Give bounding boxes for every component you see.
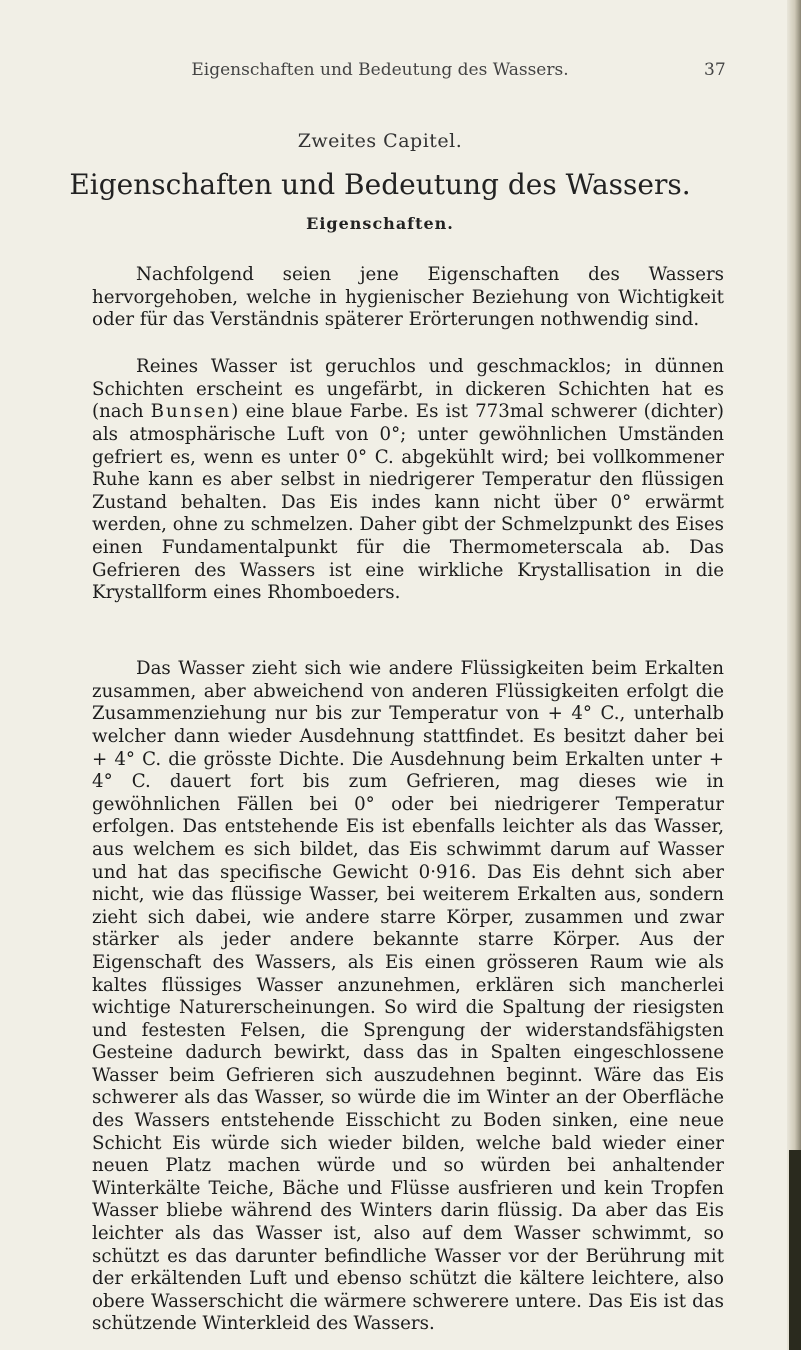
chapter-title: Eigenschaften und Bedeutung des Wassers. (69, 168, 691, 201)
page-number: 37 (704, 60, 726, 80)
paragraph-2-text-end: ) eine blaue Farbe. Es ist 773mal schwerer (dichter) als atmosphärische Luft von 0°; unter gewöhnlichen Umständen gefriert es, wenn es unter 0° C. abgekühlt wird; bei vollkommener Ruhe kann es aber selbst in niedrigerer Temperatur den flüssigen Zustand behalten. Das Eis indes kann nicht über 0° erwärmt werden, ohne zu schmelzen. Daher gibt der Schmelzpunkt des Eises einen Fundamentalpunkt für die Thermometerscala ab. Das Gefrieren des Wassers ist eine wirkliche Krystallisation in die Krystallform eines Rhomboeders. (92, 401, 724, 604)
chapter-label: Zweites Capitel. (297, 130, 463, 152)
paragraph-2-text-start: Reines Wasser ist geruchlos und geschmacklos; in dünnen Schichten erscheint es ungefärbt, in dickeren Schichten hat es (nach (92, 356, 724, 423)
running-head-title: Eigenschaften und Bedeutung des Wassers. (191, 60, 569, 80)
page-edge-dark-strip (789, 1150, 801, 1350)
paragraph-1: Nachfolgend seien jene Eigenschaften des Wassers hervorgehoben, welche in hygienischer Beziehung von Wichtigkeit oder für das Verständnis späterer Erörterungen nothwendig sind. (92, 264, 724, 331)
paragraph-3: Das Wasser zieht sich wie andere Flüssigkeiten beim Erkalten zusammen, aber abweichend von anderen Flüssigkeiten erfolgt die Zusammenziehung nur bis zur Temperatur von + 4° C., unterhalb welcher dann wieder Ausdehnung stattfindet. Es besitzt daher bei + 4° C. die grösste Dichte. Die Ausdehnung beim Erkalten unter + 4° C. dauert fort bis zum Gefrieren, mag dieses wie in gewöhnlichen Fällen bei 0° oder bei niedrigerer Temperatur erfolgen. Das entstehende Eis ist ebenfalls leichter als das Wasser, aus welchem es sich bildet, das Eis schwimmt darum auf Wasser und hat das specifische Gewicht 0·916. Das Eis dehnt sich aber nicht, wie das flüssige Wasser, bei weiterem Erkalten aus, sondern zieht sich dabei, wie andere starre Körper, zusammen und zwar stärker als jeder andere bekannte starre Körper. Aus der Eigenschaft des Wassers, als Eis einen grösseren Raum wie als kaltes flüssiges Wasser anzunehmen, erklären sich mancherlei wichtige Naturerscheinungen. So wird die Spaltung der riesigsten und festesten Felsen, die Sprengung der widerstandsfähigsten Gesteine dadurch bewirkt, dass das in Spalten eingeschlossene Wasser beim Gefrieren sich auszudehnen beginnt. Wäre das Eis schwerer als das Wasser, so würde die im Winter an der Oberfläche des Wassers entstehende Eisschicht zu Boden sinken, eine neue Schicht Eis würde sich wieder bilden, welche bald wieder einer neuen Platz machen würde und so würden bei anhaltender Winterkälte Teiche, Bäche und Flüsse ausfrieren und kein Tropfen Wasser bliebe während des Winters darin flüssig. Da aber das Eis leichter als das Wasser ist, also auf dem Wasser schwimmt, so schützt es das darunter befindliche Wasser vor der Berührung mit der erkältenden Luft und ebenso schützt die kältere leichtere, also obere Wasserschicht die wärmere schwerere untere. Das Eis ist das schützende Winterkleid des Wassers. (92, 658, 724, 1335)
paragraph-2 (92, 356, 724, 605)
author-name: Bunsen (150, 401, 232, 423)
running-head (0, 60, 801, 84)
section-heading: Eigenschaften. (306, 214, 454, 233)
page-edge-shadow (787, 0, 801, 1350)
